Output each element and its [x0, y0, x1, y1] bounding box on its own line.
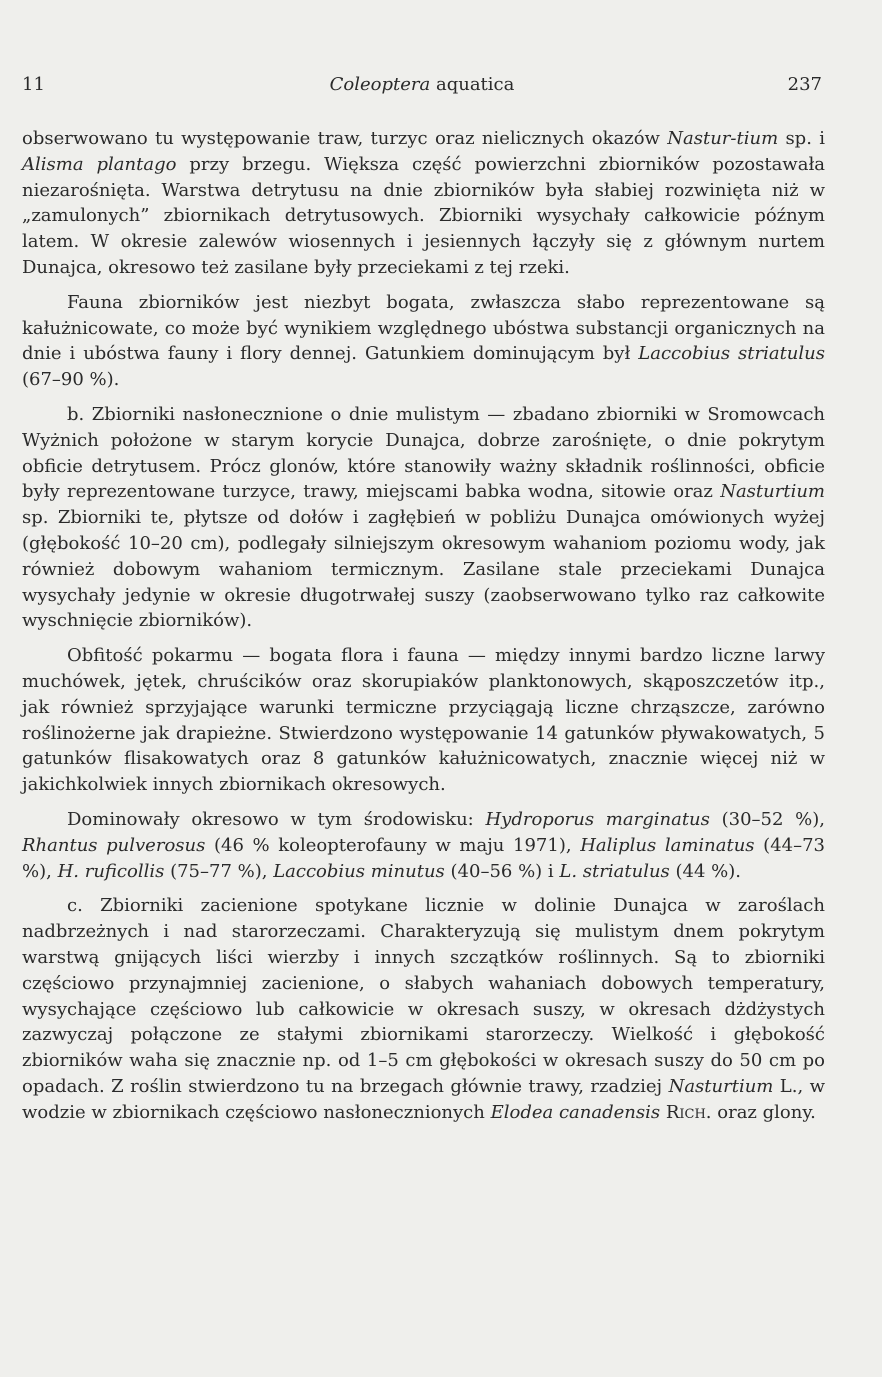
text-run: przy brzegu. Większa część powierzchni zbiorników pozostawała niezarośnięta. Warstwa detrytusu na dnie zbiorników była słabiej rozwinięta niż w „zamulonych” zbiornikach detrytusowych. Zbiorniki wysychały całkowicie późnym latem. W okresie zalewów wiosennych i jesiennych łączyły się z głównym nurtem Dunajca, okresowo też zasilane były przeciekami z tej rzeki. — [22, 153, 826, 278]
paragraph — [22, 643, 825, 798]
text-run: c. Zbiorniki zacienione spotykane licznie w dolinie Dunajca w zaroślach nadbrzeżnych i nad starorzeczami. Charakteryzują się mulistym dnem pokrytym warstwą gnijących liści wierzby i innych szczątków roślinnych. Są to zbiorniki częściowo przynajmniej zacienione, o słabych wahaniach dobowych temperatury, wysychające częściowo lub całkowicie w okresach suszy, w okresach dżdżystych zazwyczaj połączone ze stałymi zbiornikami starorzeczy. Wielkość i głębokość zbiorników waha się znacznie np. od 1–5 cm głębokości w okresach suszy do 50 cm po opadach. Z roślin stwierdzono tu na brzegach głównie trawy, rzadziej — [22, 895, 825, 1097]
italic-term: Laccobius minutus — [273, 860, 445, 882]
italic-term: Haliplus laminatus — [580, 834, 755, 856]
italic-term: L. striatulus — [559, 860, 670, 882]
paragraph — [22, 290, 825, 393]
author-abbrev: Rich. — [665, 1101, 712, 1123]
running-header — [22, 74, 822, 100]
italic-term: Laccobius striatulus — [638, 343, 825, 365]
paragraph — [22, 807, 825, 884]
paragraph — [22, 402, 825, 634]
italic-term: Hydroporus marginatus — [485, 808, 710, 830]
text-run: (44–73 %), — [22, 834, 826, 882]
section-number: 11 — [22, 74, 45, 95]
text-run: (40–56 %) i — [444, 860, 560, 882]
body-text — [22, 126, 825, 1134]
text-run: (67–90 %). — [22, 369, 120, 391]
text-run: obserwowano tu występowanie traw, turzyc oraz nielicznych okazów — [22, 128, 668, 149]
running-title-italic: Coleoptera — [329, 74, 431, 95]
text-run: L., w wodzie w zbiornikach częściowo nasłonecznionych — [22, 1075, 826, 1123]
italic-term: Elodea canadensis — [490, 1101, 661, 1123]
text-run: (46 % koleopterofauny w maju 1971), — [205, 834, 581, 856]
italic-term: Rhantus pulverosus — [22, 834, 206, 856]
text-run: sp. Zbiorniki te, płytsze od dołów i zagłębień w pobliżu Dunajca omówionych wyżej (głębokość 10–20 cm), podlegały silniejszym okresowym wahaniom poziomu wody, jak również dobowym wahaniom termicznym. Zasilane stale przeciekami Dunajca wysychały jedynie w okresie długotrwałej suszy (zaobserwowano tylko raz całkowite wyschnięcie zbiorników). — [22, 507, 825, 632]
italic-term: Nasturtium — [720, 481, 825, 503]
text-run: (75–77 %), — [164, 860, 274, 882]
page-number: 237 — [787, 74, 822, 95]
italic-term: Nastur-tium — [667, 128, 779, 149]
italic-term: H. ruficollis — [57, 860, 165, 882]
running-title-rest: aquatica — [435, 74, 515, 95]
text-run: b. Zbiorniki nasłonecznione o dnie mulistym — zbadano zbiorniki w Sromowcach Wyżnich położone w starym korycie Dunajca, dobrze zarośnięte, o dnie pokrytym obficie detrytusem. Prócz glonów, które stanowiły ważny składnik roślinności, obficie były reprezentowane turzyce, trawy, miejscami babka wodna, sitowie oraz — [22, 403, 825, 503]
text-run: (44 %). — [669, 860, 741, 882]
text-run: (30–52 %), — [709, 808, 826, 830]
paragraph — [22, 126, 825, 281]
text-run: sp. i — [778, 128, 825, 149]
running-title — [22, 74, 822, 95]
italic-term: Alisma plantago — [22, 153, 177, 175]
text-run: Dominowały okresowo w tym środowisku: — [67, 808, 486, 830]
text-run: Obfitość pokarmu — bogata flora i fauna — między innymi bardzo liczne larwy muchówek, jętek, chruścików oraz skorupiaków planktonowych, skąposzczetów itp., jak również sprzyjające warunki termiczne przyciągają liczne chrząszcze, zarówno roślinożerne jak drapieżne. Stwierdzono występowanie 14 gatunków pływakowatych, 5 gatunków flisakowatych oraz 8 gatunków kałużnicowatych, znacznie więcej niż w jakichkolwiek innych zbiornikach okresowych. — [22, 645, 825, 796]
text-run: oraz glony. — [711, 1101, 816, 1123]
italic-term: Nasturtium — [668, 1075, 774, 1097]
paragraph — [22, 893, 825, 1125]
text-run: Fauna zbiorników jest niezbyt bogata, zwłaszcza słabo reprezentowane są kałużnicowate, co może być wynikiem względnego ubóstwa substancji organicznych na dnie i ubóstwa fauny i flory dennej. Gatunkiem dominującym był — [22, 291, 825, 365]
